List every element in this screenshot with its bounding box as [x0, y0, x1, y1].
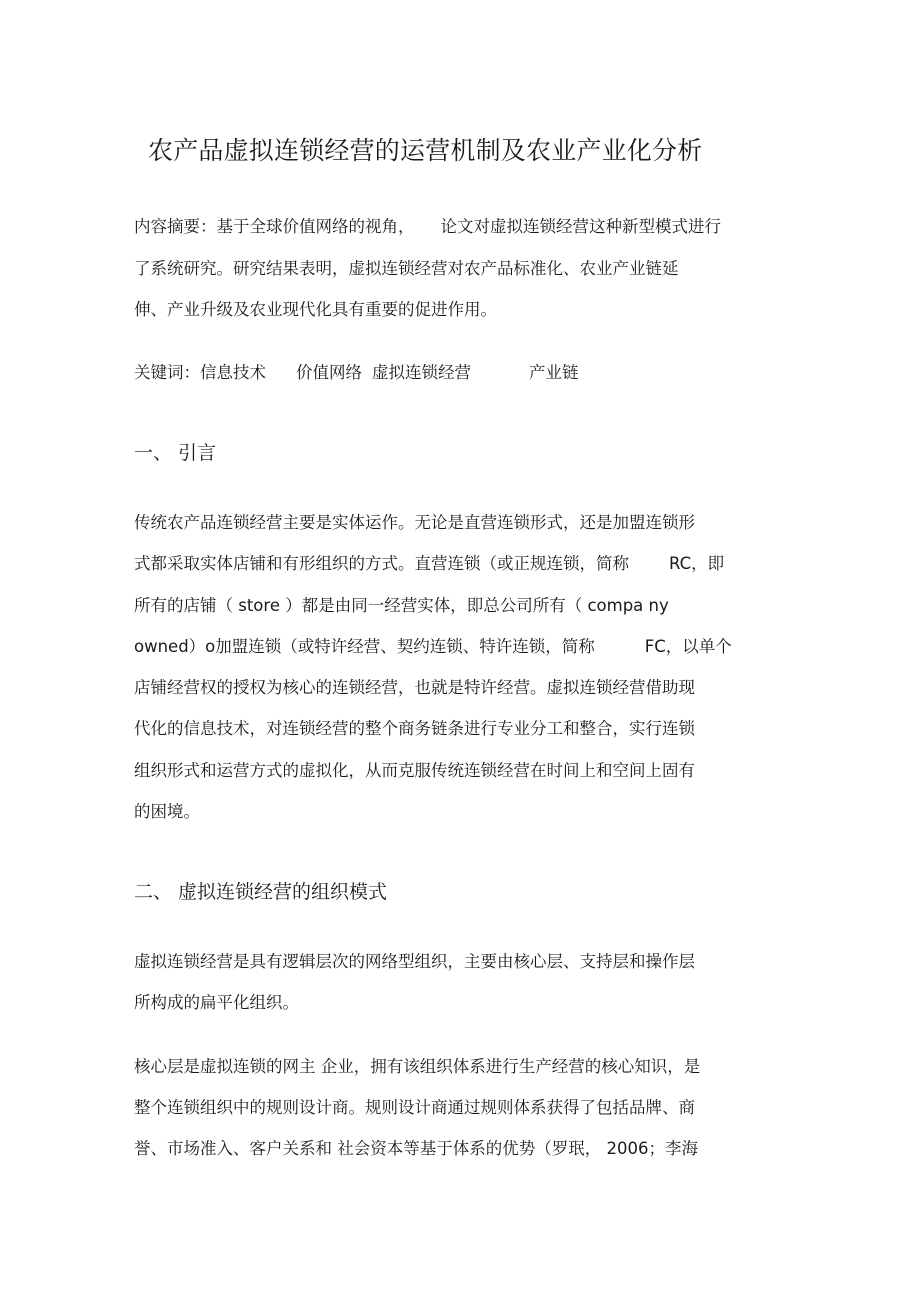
keyword-item: 虚拟连锁经营 [372, 363, 471, 382]
paragraph-line: 虚拟连锁经营是具有逻辑层次的网络型组织，主要由核心层、支持层和操作层 [134, 952, 695, 971]
paragraph-line: 的困境。 [134, 802, 200, 821]
paragraph-line: 整个连锁组织中的规则设计商。规则设计商通过规则体系获得了包括品牌、商 [134, 1098, 695, 1117]
paragraph-line: 核心层是虚拟连锁的网主 企业，拥有该组织体系进行生产经营的核心知识，是 [134, 1057, 701, 1076]
paragraph-line: 传统农产品连锁经营主要是实体运作。无论是直营连锁形式，还是加盟连锁形 [134, 513, 695, 532]
document-title: 农产品虚拟连锁经营的运营机制及农业产业化分析 [148, 136, 703, 165]
section-heading-organization-model: 二、 虚拟连锁经营的组织模式 [134, 881, 388, 903]
paragraph-line [134, 552, 724, 576]
abstract-line-1 [134, 215, 721, 239]
abbreviation-rc: RC，即 [669, 554, 725, 573]
paragraph-line: 店铺经营权的授权为核心的连锁经营，也就是特许经营。虚拟连锁经营借助现 [134, 678, 695, 697]
keyword-item: 产业链 [529, 363, 579, 382]
paragraph-line: 所有的店铺（ store ）都是由同一经营实体，即总公司所有（ compa ny [134, 596, 669, 615]
paragraph-text: owned）o加盟连锁（或特许经营、契约连锁、特许连锁，简称 [134, 637, 595, 656]
paragraph-line: 所构成的扁平化组织。 [134, 993, 299, 1012]
keyword-item: 信息技术 [200, 363, 266, 382]
abstract-label: 内容摘要： [134, 217, 217, 236]
abbreviation-fc: FC，以单个 [644, 637, 732, 656]
paragraph-line: 组织形式和运营方式的虚拟化，从而克服传统连锁经营在时间上和空间上固有 [134, 761, 695, 780]
keywords-label: 关键词： [134, 363, 200, 382]
abstract-line-2: 了系统研究。研究结果表明，虚拟连锁经营对农产品标准化、农业产业链延 [134, 259, 679, 278]
paragraph-line: 誉、市场准入、客户关系和 社会资本等基于体系的优势（罗珉， 2006；李海 [134, 1139, 698, 1158]
keywords-line [134, 361, 579, 385]
keyword-item: 价值网络 [296, 363, 362, 382]
section-heading-introduction: 一、 引言 [134, 442, 217, 464]
paragraph-text: 式都采取实体店铺和有形组织的方式。直营连锁（或正规连锁，简称 [134, 554, 629, 573]
abstract-text-1b: 论文对虚拟连锁经营这种新型模式进行 [440, 217, 721, 236]
paragraph-line: 代化的信息技术，对连锁经营的整个商务链条进行专业分工和整合，实行连锁 [134, 719, 695, 738]
paragraph-line [134, 635, 732, 659]
abstract-line-3: 伸、产业升级及农业现代化具有重要的促进作用。 [134, 300, 497, 319]
abstract-text-1a: 基于全球价值网络的视角， [216, 217, 415, 236]
